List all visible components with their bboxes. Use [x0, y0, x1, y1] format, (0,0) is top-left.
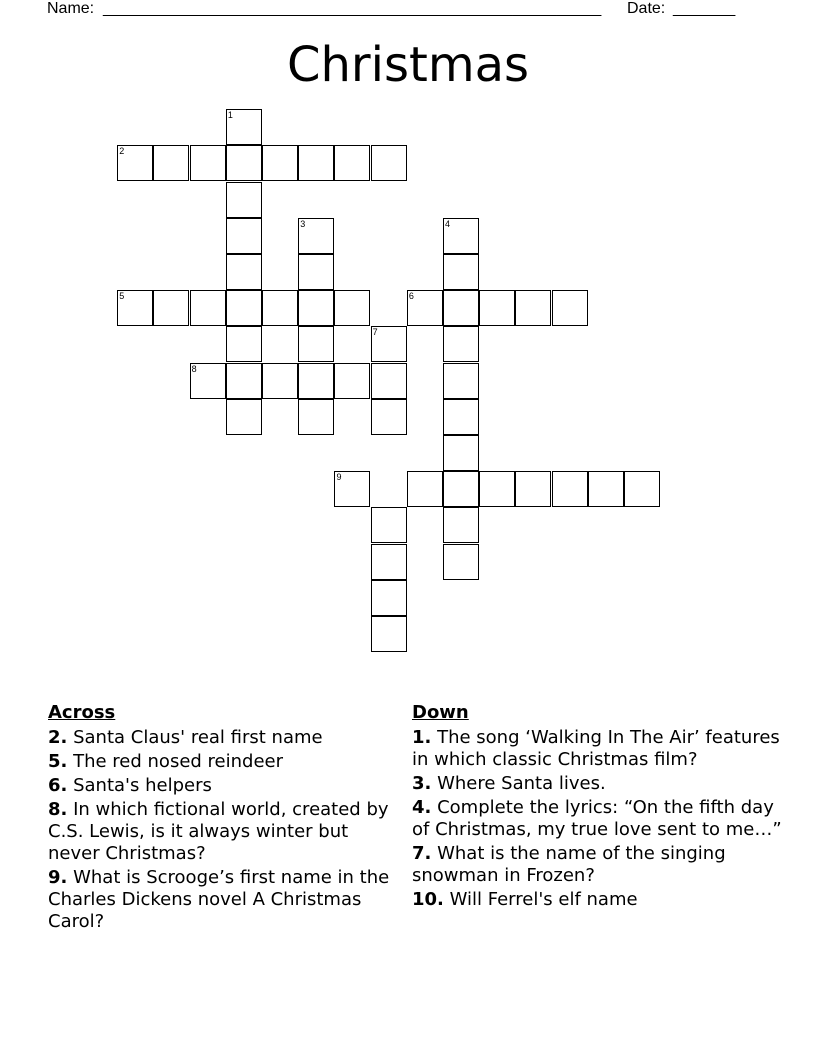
grid-cell[interactable]: [443, 363, 479, 399]
clue-text: Santa's helpers: [67, 775, 212, 796]
clue-text: In which fictional world, created by C.S. Lewis, is it always winter but never Christmas?: [48, 799, 389, 864]
across-clue: [48, 775, 398, 797]
grid-cell[interactable]: [298, 218, 334, 254]
grid-cell[interactable]: [515, 290, 551, 326]
clue-text: Where Santa lives.: [431, 773, 606, 794]
page-title: Christmas: [286, 37, 529, 93]
grid-cell[interactable]: [262, 290, 298, 326]
grid-cell[interactable]: [552, 471, 588, 507]
name-label: Name:: [47, 0, 95, 17]
grid-cell[interactable]: [443, 290, 479, 326]
grid-cell[interactable]: [371, 145, 407, 181]
grid-cell[interactable]: [624, 471, 660, 507]
clue-number-label: 8.: [48, 799, 68, 820]
grid-cell[interactable]: [262, 145, 298, 181]
grid-cell[interactable]: [479, 290, 515, 326]
clue-number-label: 5.: [48, 751, 68, 772]
grid-cell[interactable]: [588, 471, 624, 507]
across-clues: [48, 702, 398, 935]
across-clue: [48, 751, 398, 773]
clue-text: The song ‘Walking In The Air’ features in which classic Christmas film?: [412, 727, 780, 770]
grid-cell[interactable]: [226, 218, 262, 254]
clue-text: Will Ferrel's elf name: [443, 889, 638, 910]
grid-cell[interactable]: [226, 363, 262, 399]
clue-number: 1: [227, 110, 233, 121]
grid-cell[interactable]: [371, 544, 407, 580]
down-clue: [412, 727, 782, 771]
grid-cell[interactable]: [298, 254, 334, 290]
clue-number-label: 7.: [412, 843, 432, 864]
grid-cell[interactable]: [226, 182, 262, 218]
grid-cell[interactable]: [443, 507, 479, 543]
grid-cell[interactable]: [190, 363, 226, 399]
across-heading: Across: [48, 702, 116, 723]
grid-cell[interactable]: [371, 580, 407, 616]
clue-number-label: 4.: [412, 797, 432, 818]
grid-cell[interactable]: [407, 290, 443, 326]
grid-cell[interactable]: [298, 145, 334, 181]
across-clue: [48, 867, 398, 933]
grid-cell[interactable]: [479, 471, 515, 507]
grid-cell[interactable]: [226, 290, 262, 326]
down-heading: Down: [412, 702, 469, 723]
clue-number-label: 1.: [412, 727, 432, 748]
grid-cell[interactable]: [334, 471, 370, 507]
clue-text: What is the name of the singing snowman in Frozen?: [412, 843, 726, 886]
name-field[interactable]: ________________________________________________________: [103, 0, 602, 17]
grid-cell[interactable]: [334, 145, 370, 181]
grid-cell[interactable]: [371, 399, 407, 435]
grid-cell[interactable]: [371, 616, 407, 652]
grid-cell[interactable]: [552, 290, 588, 326]
grid-cell[interactable]: [443, 435, 479, 471]
grid-cell[interactable]: [226, 145, 262, 181]
clue-number-label: 3.: [412, 773, 432, 794]
grid-cell[interactable]: [407, 471, 443, 507]
date-label: Date:: [627, 0, 666, 17]
clue-number: 6: [408, 291, 414, 302]
grid-cell[interactable]: [371, 363, 407, 399]
down-clue: [412, 889, 782, 911]
grid-cell[interactable]: [226, 109, 262, 145]
clue-number-label: 2.: [48, 727, 68, 748]
grid-cell[interactable]: [190, 290, 226, 326]
down-clue: [412, 773, 782, 795]
grid-cell[interactable]: [334, 290, 370, 326]
grid-cell[interactable]: [443, 544, 479, 580]
grid-cell[interactable]: [298, 363, 334, 399]
grid-cell[interactable]: [226, 326, 262, 362]
grid-cell[interactable]: [334, 363, 370, 399]
clue-text: Santa Claus' real first name: [67, 727, 323, 748]
grid-cell[interactable]: [371, 507, 407, 543]
down-clue: [412, 843, 782, 887]
clue-number: 7: [372, 327, 378, 338]
grid-cell[interactable]: [298, 326, 334, 362]
grid-cell[interactable]: [226, 254, 262, 290]
clue-text: The red nosed reindeer: [67, 751, 284, 772]
grid-cell[interactable]: [443, 254, 479, 290]
down-clue: [412, 797, 782, 841]
down-clues: [412, 702, 782, 913]
clue-number-label: 6.: [48, 775, 68, 796]
grid-cell[interactable]: [226, 399, 262, 435]
clue-number: 9: [336, 472, 342, 483]
clue-number-label: 10.: [412, 889, 444, 910]
clue-text: Complete the lyrics: “On the fifth day of Christmas, my true love sent to me…”: [412, 797, 782, 840]
grid-cell[interactable]: [515, 471, 551, 507]
clue-number: 2: [119, 146, 125, 157]
grid-cell[interactable]: [443, 218, 479, 254]
grid-cell[interactable]: [262, 363, 298, 399]
clue-text: What is Scrooge’s first name in the Charles Dickens novel A Christmas Carol?: [48, 867, 390, 932]
grid-cell[interactable]: [298, 290, 334, 326]
clue-number-label: 9.: [48, 867, 68, 888]
grid-cell[interactable]: [371, 326, 407, 362]
grid-cell[interactable]: [190, 145, 226, 181]
grid-cell[interactable]: [117, 290, 153, 326]
across-clue: [48, 727, 398, 749]
grid-cell[interactable]: [117, 145, 153, 181]
date-field[interactable]: _______: [673, 0, 736, 17]
clue-number: 8: [191, 363, 197, 374]
clue-number: 4: [445, 218, 451, 229]
grid-cell[interactable]: [443, 471, 479, 507]
grid-cell[interactable]: [298, 399, 334, 435]
grid-cell[interactable]: [153, 145, 189, 181]
clue-number: 5: [119, 291, 125, 302]
clue-number: 3: [300, 218, 306, 229]
across-clue: [48, 799, 398, 865]
grid-cell[interactable]: [443, 326, 479, 362]
grid-cell[interactable]: [153, 290, 189, 326]
grid-cell[interactable]: [443, 399, 479, 435]
